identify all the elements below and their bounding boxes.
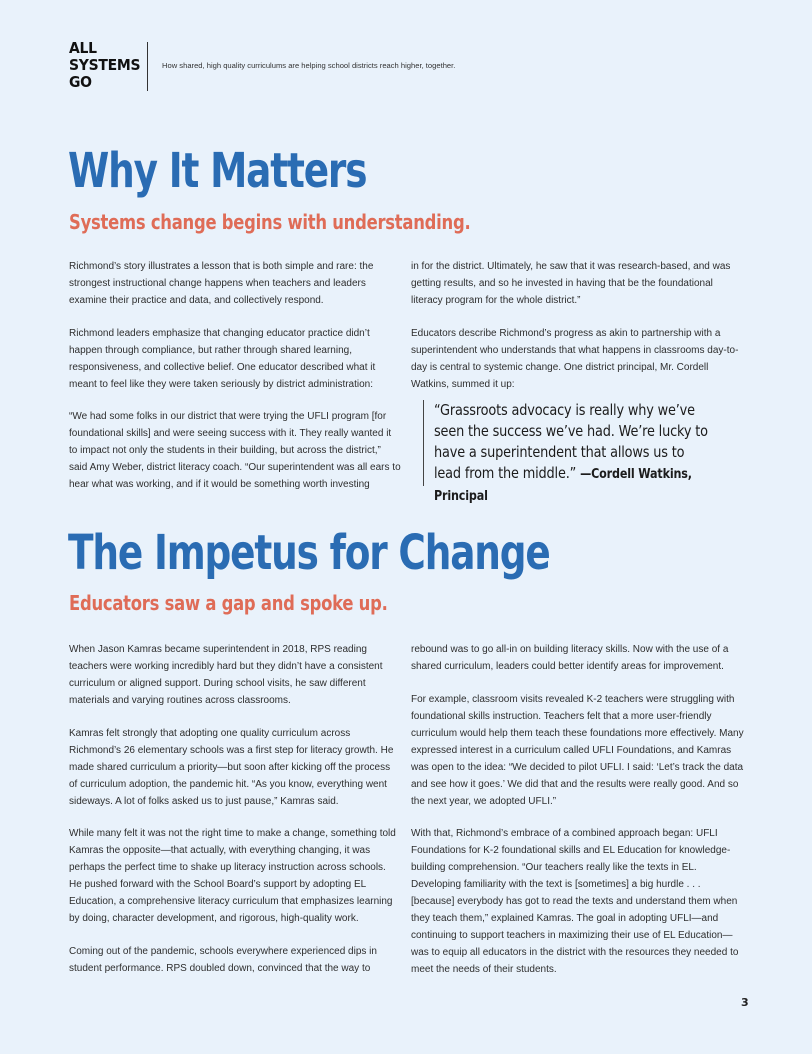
paragraph: Educators describe Richmond’s progress as akin to partnership with a superintendent who understands that what happens in classrooms day-to-day is central to systemic change. One district principal, Mr. Cordell Watkins, summed it up: <box>411 327 739 390</box>
pull-quote-text: “Grassroots advocacy is really why we’ve seen the success we’ve had. We’re lucky to have a superintendent that allows us to lead from the middle.” <box>434 401 708 482</box>
logo-line-3: GO <box>69 73 92 91</box>
section-title-why-it-matters: Why It Matters <box>68 143 367 199</box>
pull-quote <box>423 400 734 504</box>
section-subtitle-why-it-matters: Systems change begins with understanding. <box>69 210 471 234</box>
paragraph: When Jason Kamras became superintendent in 2018, RPS reading teachers were working incredibly hard but they didn’t have a consistent curriculum or aligned support. During school visits, he saw different materials and varying routines across classrooms. <box>69 644 383 706</box>
paragraph: Richmond’s story illustrates a lesson that is both simple and rare: the strongest instructional change happens when teachers and leaders examine their practice and data, and collectively respond. <box>69 261 374 306</box>
paragraph: While many felt it was not the right time to make a change, something told Kamras the opposite—that actually, with everything changing, it was perhaps the perfect time to shake up literacy instruction across schools. He pushed forward with the School Board’s support by adopting EL Education, a comprehensive literacy curriculum that emphasizes learning by doing, character development, and rigorous, high-quality work. <box>69 828 396 924</box>
pull-quote-attribution: —Cordell Watkins, Principal <box>434 467 692 504</box>
section1-right-column <box>411 258 746 408</box>
section-subtitle-impetus-for-change: Educators saw a gap and spoke up. <box>69 591 388 615</box>
paragraph: For example, classroom visits revealed K-2 teachers were struggling with foundational skills instruction. Teachers felt that a more user-friendly curriculum would help them teach these foundations more effectively. Many expressed interest in a curriculum called UFLI Foundations, and Kamras was open to the idea: “We decided to pilot UFLI. I said: ‘Let’s track the data and see how it goes.’ We did that and the results were really good. And so the next year, we adopted UFLI.” <box>411 693 744 807</box>
section1-left-column <box>69 258 401 509</box>
paragraph: Kamras felt strongly that adopting one quality curriculum across Richmond’s 26 elementary schools was a first step for literacy growth. He made shared curriculum a priority—but soon after kicking off the process of curriculum adoption, the pandemic hit. “As you know, everything went sideways. A lot of folks asked us to just pause,” Kamras said. <box>69 727 394 807</box>
page-number: 3 <box>741 996 749 1009</box>
paragraph: in for the district. Ultimately, he saw that it was research-based, and was getting results, and so he invested in having that be the foundational literacy program for the whole district.” <box>411 261 731 306</box>
section2-right-column <box>411 641 746 994</box>
section2-left-column <box>69 641 401 992</box>
header-divider <box>147 42 148 91</box>
logo-line-1: ALL <box>69 39 97 57</box>
paragraph: With that, Richmond’s embrace of a combined approach began: UFLI Foundations for K-2 foundational skills and EL Education for knowledge-building comprehension. “Our teachers really like the texts in EL. Developing familiarity with the text is [sometimes] a big hurdle . . . [because] everybody has got to read the texts and understand them when they teach them,” explained Kamras. The goal in adopting UFLI—and continuing to support teachers in maximizing their use of EL Education—was to equip all educators in the district with the resources they needed to meet the needs of their students. <box>411 828 739 975</box>
header-tagline: How shared, high quality curriculums are helping school districts reach higher, together. <box>162 61 456 70</box>
paragraph: rebound was to go all-in on building literacy skills. Now with the use of a shared curriculum, leaders could better identify areas for improvement. <box>411 644 729 672</box>
logo-line-2: SYSTEMS <box>69 56 141 74</box>
all-systems-go-logo <box>69 40 140 91</box>
section-title-impetus-for-change: The Impetus for Change <box>68 525 550 581</box>
paragraph: Richmond leaders emphasize that changing educator practice didn’t happen through compliance, but rather through shared learning, responsiveness, and collective belief. One educator described what it meant to feel like they were taken seriously by district administration: <box>69 327 376 390</box>
paragraph: Coming out of the pandemic, schools everywhere experienced dips in student performance. RPS doubled down, convinced that the way to <box>69 945 377 974</box>
paragraph: “We had some folks in our district that were trying the UFLI program [for foundational skills] and were seeing success with it. They really wanted it to impact not only the students in their building, but across the district,” said Amy Weber, district literacy coach. “Our superintendent was all ears to hear what was working, and if it would be something worth investing <box>69 411 401 490</box>
